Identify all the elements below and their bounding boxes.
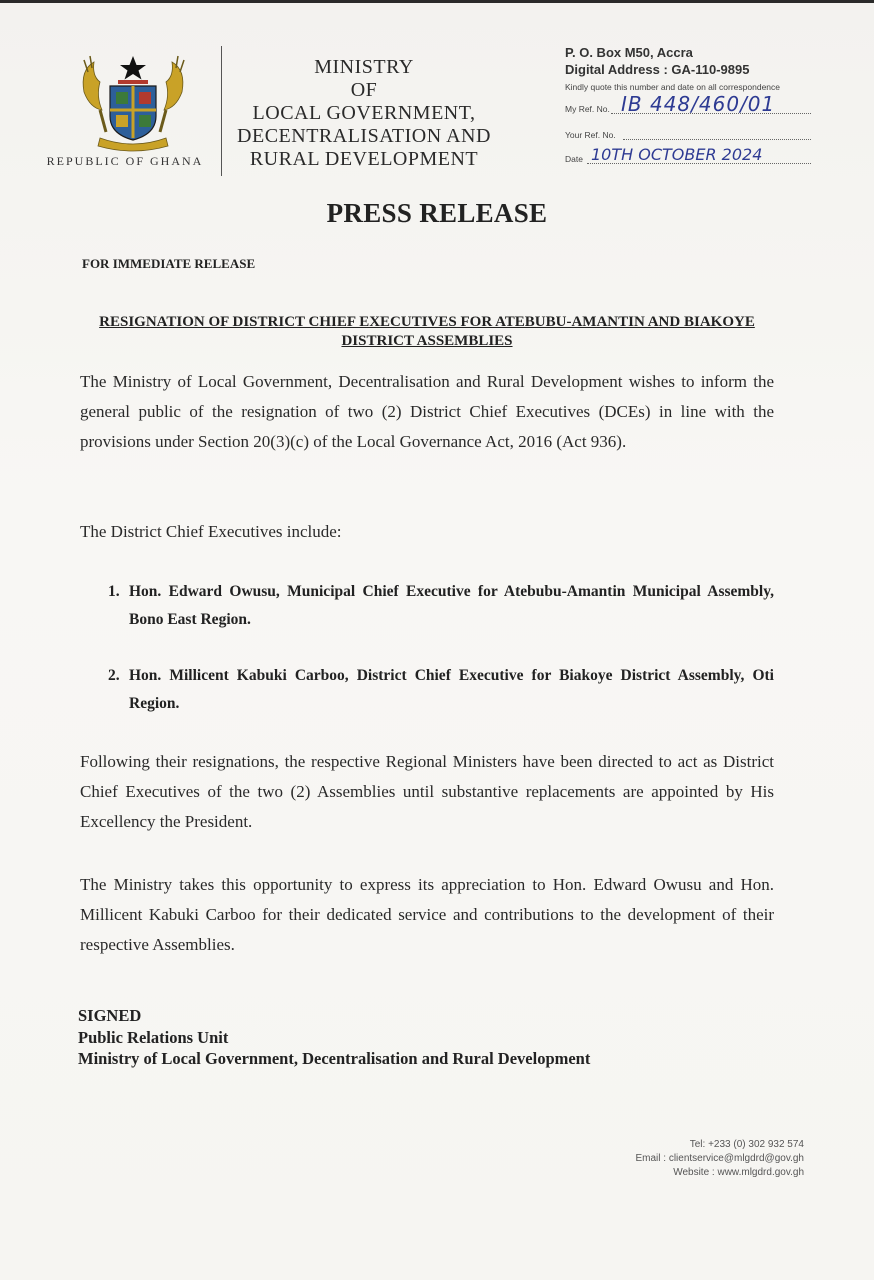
your-ref-line (623, 139, 811, 140)
paragraph-appreciation: The Ministry takes this opportunity to express its appreciation to Hon. Edward Owusu and Hon. Millicent Kabuki Carboo for their dedicated service and contributions to the development of their respective Assemblies. (80, 875, 774, 954)
my-ref-value: IB 448/460/01 (621, 92, 776, 116)
list-item-number: 2. (108, 667, 120, 684)
paragraph-list-intro: The District Chief Executives include: (80, 522, 342, 541)
contact-tel: Tel: +233 (0) 302 932 574 (689, 1139, 804, 1150)
signature-block (78, 1005, 590, 1070)
list-item-number: 1. (108, 583, 120, 600)
header-divider (221, 46, 222, 176)
address-block (565, 44, 845, 164)
ministry-line: LOCAL GOVERNMENT, (252, 102, 476, 124)
your-ref-row (565, 118, 845, 144)
ministry-name (228, 56, 500, 171)
contact-block (635, 1138, 804, 1180)
contact-website: Website : www.mlgdrd.gov.gh (673, 1167, 804, 1178)
my-ref-label: My Ref. No. (565, 104, 610, 114)
po-box: P. O. Box M50, Accra (565, 45, 693, 60)
document-title: PRESS RELEASE (326, 198, 548, 228)
paragraph-following: Following their resignations, the respective Regional Ministers have been directed to act as District Chief Executives of the two (2) Assemblies until substantive replacements are appointed by His Excellency the President. (80, 752, 774, 831)
date-label: Date (565, 154, 583, 164)
your-ref-label: Your Ref. No. (565, 130, 616, 140)
release-type: FOR IMMEDIATE RELEASE (82, 256, 256, 271)
my-ref-row (565, 92, 845, 118)
republic-of-ghana-label: REPUBLIC OF GHANA (46, 154, 204, 168)
digital-address: Digital Address : GA-110-9895 (565, 62, 750, 77)
top-edge-line (0, 0, 874, 3)
paragraph-intro: The Ministry of Local Government, Decentralisation and Rural Development wishes to inform the general public of the resignation of two (2) District Chief Executives (DCEs) in line with the provisions under Section 20(3)(c) of the Local Governance Act, 2016 (Act 936). (80, 372, 774, 451)
signature-unit: Public Relations Unit (78, 1027, 229, 1047)
contact-email: Email : clientservice@mlgdrd@gov.gh (635, 1153, 804, 1164)
ministry-line: MINISTRY (314, 56, 414, 78)
list-item-text: Hon. Millicent Kabuki Carboo, District Chief Executive for Biakoye District Assembly, Oti Region. (129, 667, 774, 712)
quote-note: Kindly quote this number and date on all correspondence (565, 82, 781, 92)
ministry-line: DECENTRALISATION AND (237, 125, 491, 147)
signed-label: SIGNED (78, 1006, 142, 1025)
release-heading: RESIGNATION OF DISTRICT CHIEF EXECUTIVES FOR ATEBUBU-AMANTIN AND BIAKOYE DISTRICT ASSEMBLIES (99, 314, 755, 349)
signature-ministry: Ministry of Local Government, Decentralisation and Rural Development (78, 1049, 591, 1068)
list-item-text: Hon. Edward Owusu, Municipal Chief Executive for Atebubu-Amantin Municipal Assembly, Bono East Region. (129, 583, 774, 628)
ghana-coat-of-arms-icon (78, 52, 188, 152)
date-row (565, 144, 845, 164)
ministry-line: RURAL DEVELOPMENT (249, 148, 479, 170)
ministry-line: OF (350, 79, 378, 101)
date-value: 10TH OCTOBER 2024 (591, 145, 763, 164)
